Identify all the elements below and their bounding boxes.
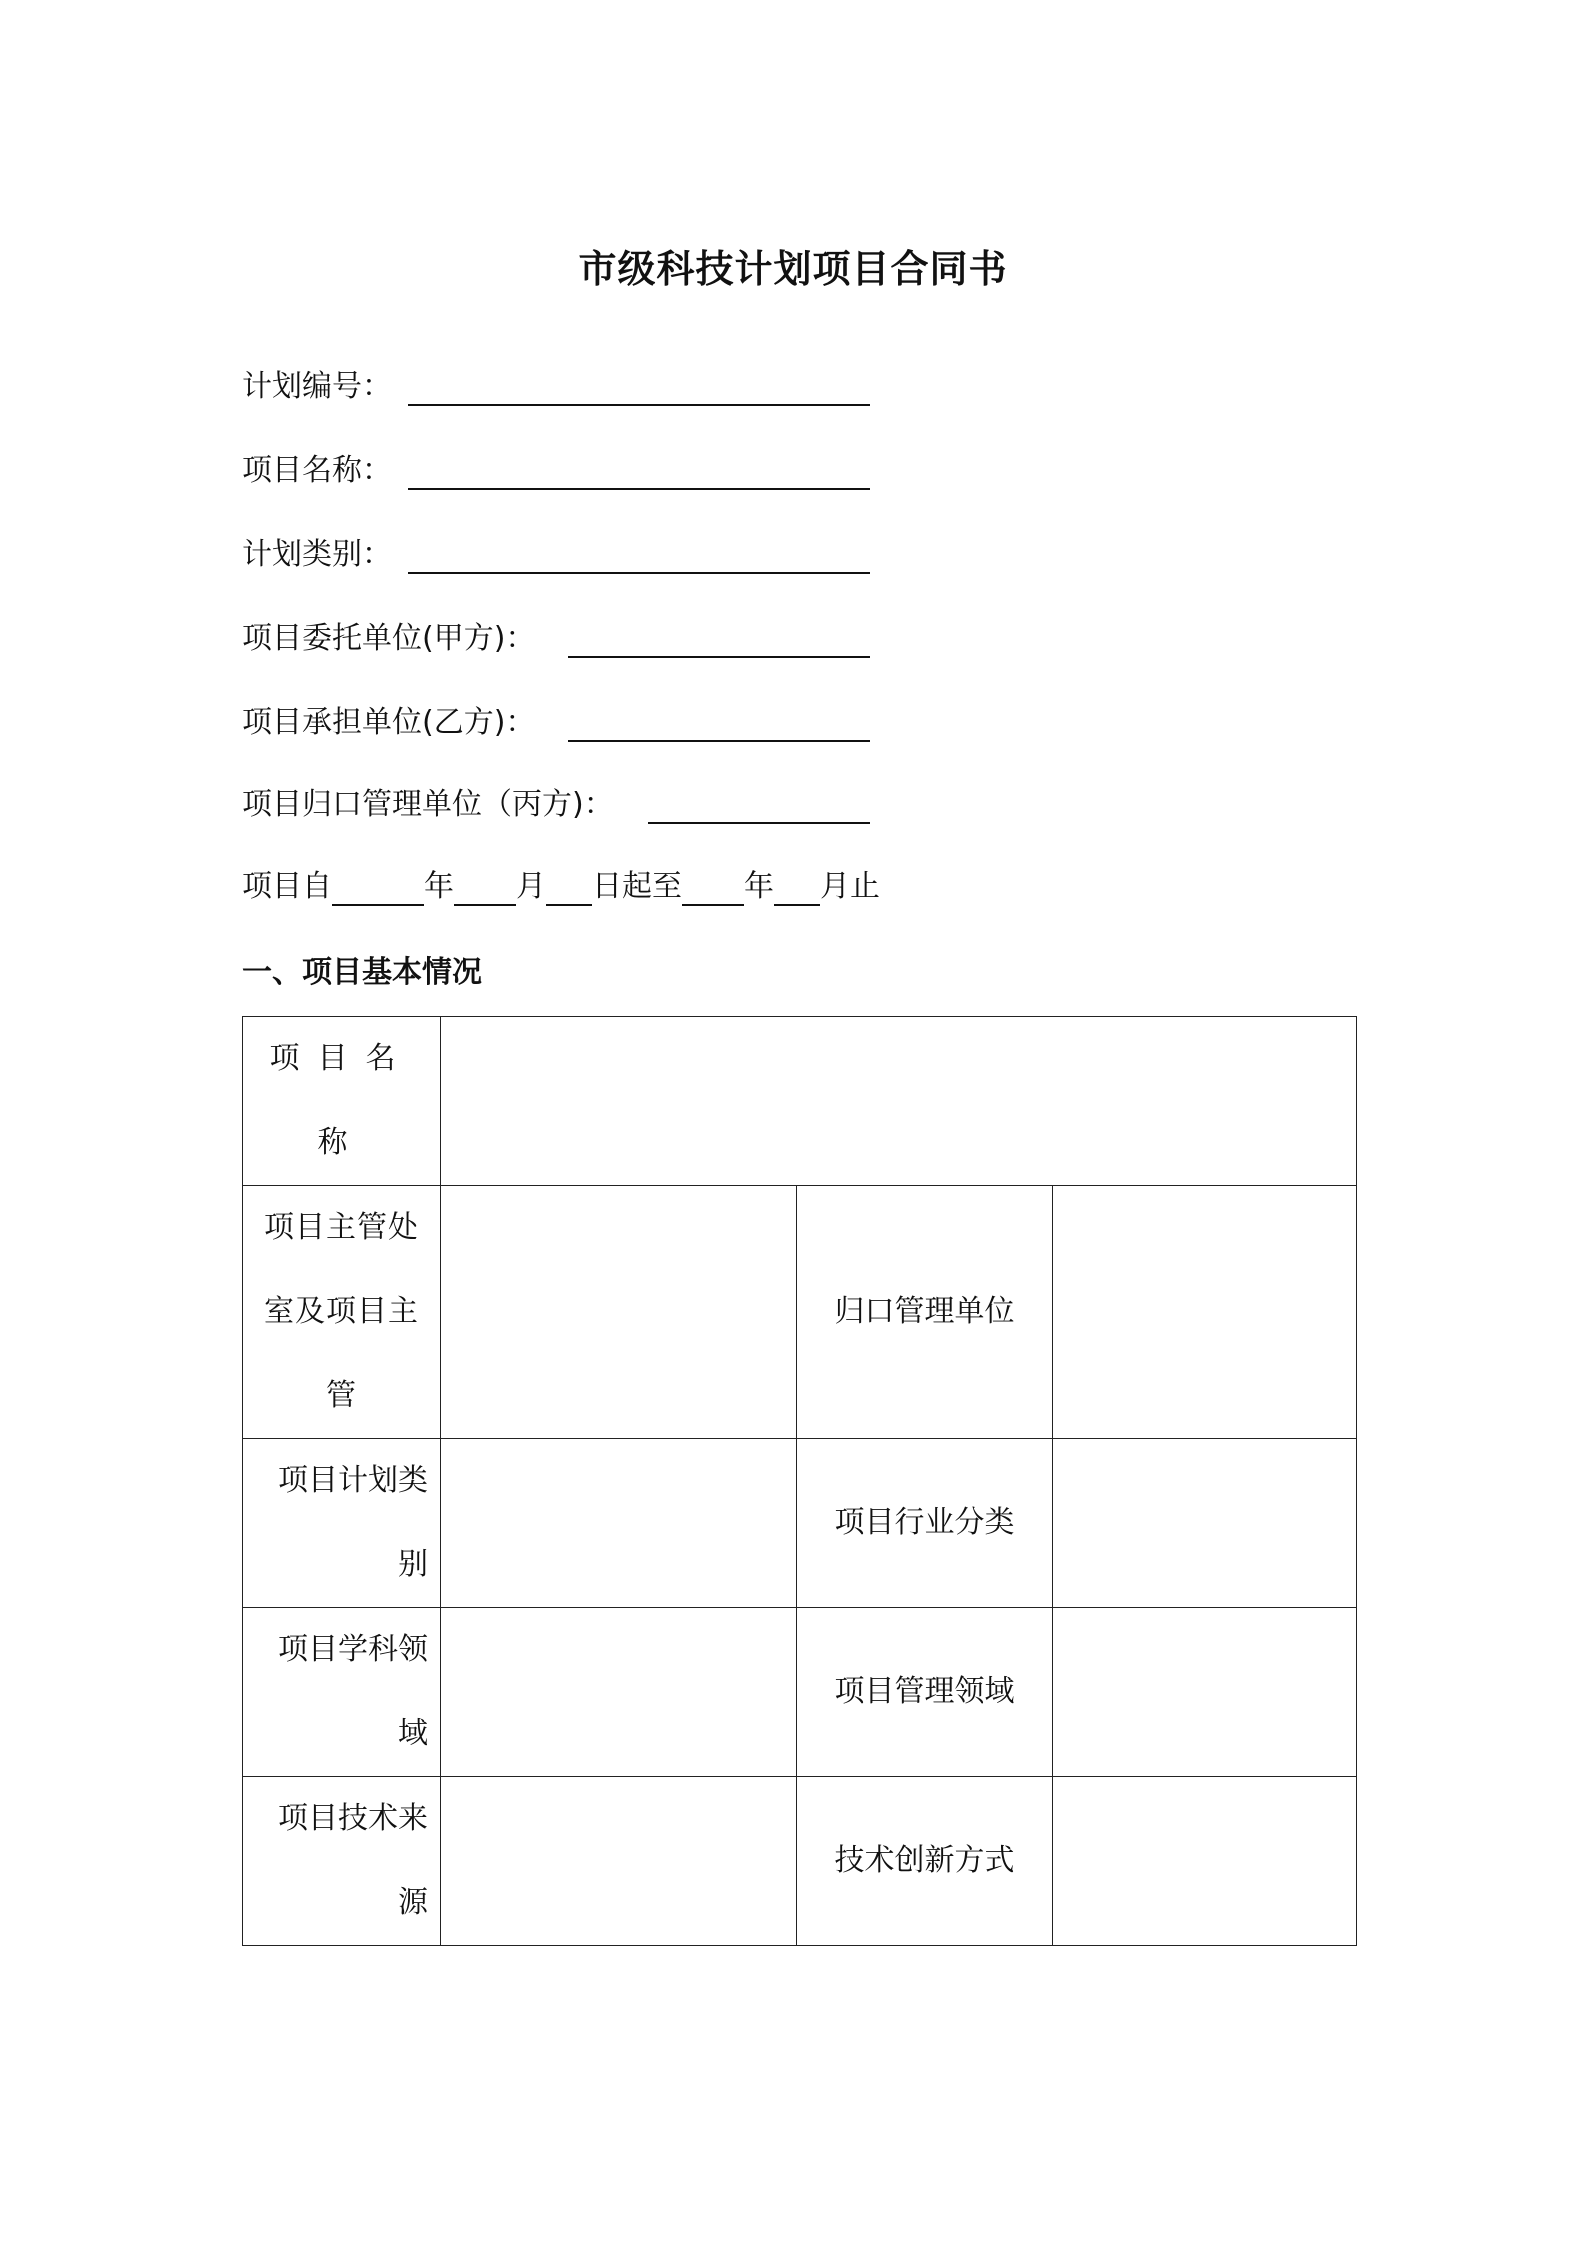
management-field-cell[interactable]	[1053, 1608, 1357, 1777]
field-label: 计划类别：	[242, 537, 392, 572]
industry-category-cell[interactable]	[1053, 1439, 1357, 1608]
field-underline[interactable]	[568, 740, 870, 742]
table-row	[243, 1608, 1357, 1777]
tech-source-cell[interactable]	[441, 1777, 797, 1946]
industry-category-label: 项目行业分类	[797, 1439, 1053, 1608]
field-label: 项目委托单位(甲方)：	[242, 621, 536, 656]
year-label: 年	[424, 869, 454, 904]
field-party-c	[242, 780, 870, 830]
field-party-b	[242, 698, 870, 748]
project-name-cell[interactable]	[441, 1017, 1357, 1186]
end-year-blank[interactable]	[682, 864, 744, 906]
field-plan-number	[242, 362, 870, 412]
table-row	[243, 1186, 1357, 1439]
management-field-label: 项目管理领域	[797, 1608, 1053, 1777]
table-row	[243, 1439, 1357, 1608]
start-month-blank[interactable]	[454, 864, 516, 906]
table-row	[243, 1777, 1357, 1946]
management-unit-label: 归口管理单位	[797, 1186, 1053, 1439]
field-project-name	[242, 446, 870, 496]
innovation-mode-label: 技术创新方式	[797, 1777, 1053, 1946]
project-duration-row	[242, 862, 880, 912]
field-underline[interactable]	[648, 822, 870, 824]
field-label: 项目承担单位(乙方)：	[242, 705, 536, 740]
field-label: 项目名称：	[242, 453, 392, 488]
management-unit-cell[interactable]	[1053, 1186, 1357, 1439]
duration-prefix: 项目自	[242, 869, 332, 904]
field-underline[interactable]	[408, 488, 870, 490]
section-heading: 一、项目基本情况	[242, 955, 482, 990]
field-party-a	[242, 614, 870, 664]
year-label: 年	[744, 869, 774, 904]
supervising-office-label: 项目主管处室及项目主管	[243, 1186, 441, 1439]
field-label: 计划编号：	[242, 369, 392, 404]
supervising-office-cell[interactable]	[441, 1186, 797, 1439]
discipline-label: 项目学科领域	[243, 1608, 441, 1777]
discipline-cell[interactable]	[441, 1608, 797, 1777]
month-label: 月	[516, 869, 546, 904]
field-label: 项目归口管理单位（丙方)：	[242, 787, 614, 822]
plan-category-label: 项目计划类别	[243, 1439, 441, 1608]
day-start-label: 日起至	[592, 869, 682, 904]
innovation-mode-cell[interactable]	[1053, 1777, 1357, 1946]
plan-category-cell[interactable]	[441, 1439, 797, 1608]
field-underline[interactable]	[568, 656, 870, 658]
document-title: 市级科技计划项目合同书	[578, 247, 1008, 291]
table-row	[243, 1017, 1357, 1186]
project-info-table	[242, 1016, 1357, 1946]
start-day-blank[interactable]	[546, 864, 592, 906]
field-plan-category	[242, 530, 870, 580]
field-underline[interactable]	[408, 404, 870, 406]
field-underline[interactable]	[408, 572, 870, 574]
start-year-blank[interactable]	[332, 864, 424, 906]
month-end-label: 月止	[820, 869, 880, 904]
end-month-blank[interactable]	[774, 864, 820, 906]
project-name-label: 项目名称	[243, 1017, 441, 1186]
tech-source-label: 项目技术来源	[243, 1777, 441, 1946]
